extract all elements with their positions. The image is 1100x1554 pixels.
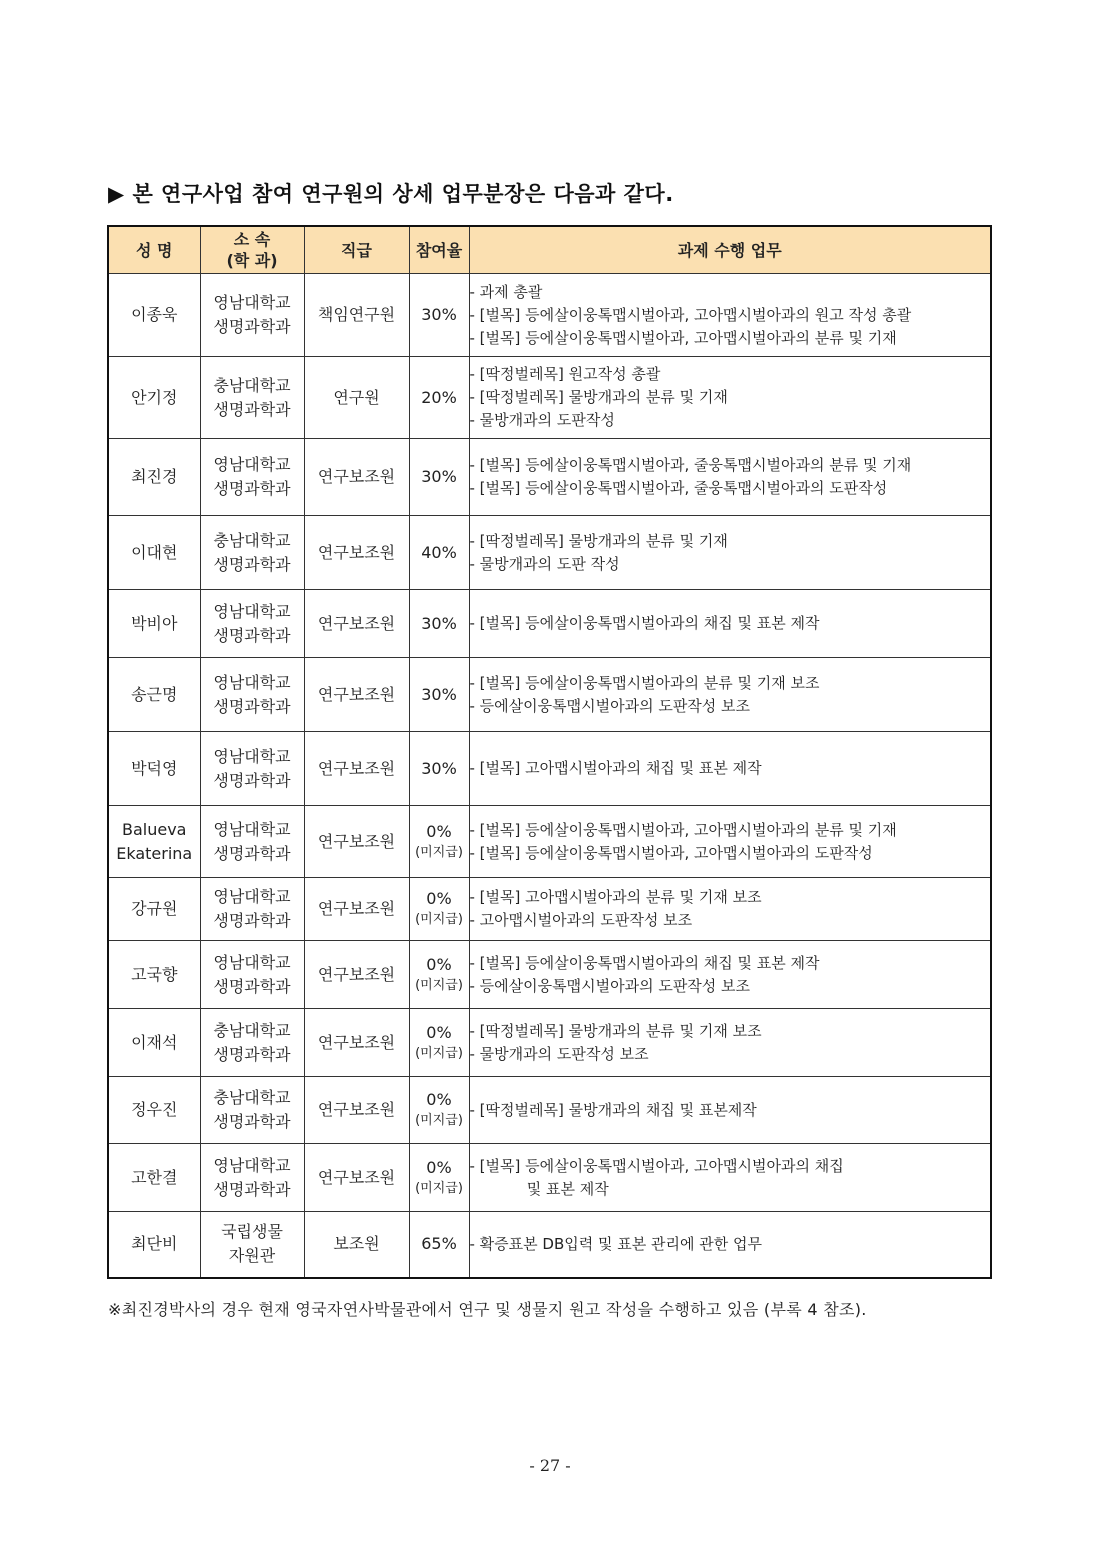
section-heading: ▶ 본 연구사업 참여 연구원의 상세 업무분장은 다음과 같다. — [108, 182, 674, 206]
name-line: 이종욱 — [131, 305, 178, 324]
position-text: 연구원 — [333, 387, 380, 407]
table-row — [108, 658, 991, 732]
cell-position — [304, 878, 409, 941]
task-line: - [벌목] 등에살이웅톡맵시벌아과의 채집 및 표본 제작 — [469, 953, 820, 972]
cell-dept — [200, 658, 304, 732]
task-line: - 등에살이웅톡맵시벌아과의 도판작성 보조 — [469, 976, 751, 995]
task-line: - 물방개과의 도판작성 보조 — [469, 1044, 649, 1063]
dept-line: 영남대학교 — [213, 819, 291, 839]
cell-rate — [409, 274, 469, 357]
duties-table — [107, 225, 992, 1279]
dept-line: 충남대학교 — [213, 1020, 291, 1040]
cell-position — [304, 1144, 409, 1212]
task-line: - 고아맵시벌아과의 도판작성 보조 — [469, 911, 693, 929]
cell-tasks — [469, 941, 991, 1009]
rate-value: 0% — [426, 1022, 452, 1042]
task-line: - [벌목] 등에살이웅톡맵시벌아과의 분류 및 기재 보조 — [469, 673, 820, 692]
rate-value: 30% — [421, 305, 457, 324]
name-line: 정우진 — [131, 1100, 178, 1119]
rate-note: (미지급) — [415, 1045, 463, 1061]
cell-tasks — [469, 1009, 991, 1077]
cell-position — [304, 806, 409, 878]
dept-line: 생명과학과 — [213, 625, 291, 645]
table-row — [108, 1077, 991, 1144]
cell-rate — [409, 439, 469, 516]
dept-line: 생명과학과 — [213, 479, 291, 498]
dept-line: 생명과학과 — [213, 399, 291, 419]
cell-position — [304, 658, 409, 732]
table-row — [108, 732, 991, 806]
cell-name — [108, 1077, 200, 1144]
name-line: 이대현 — [131, 542, 178, 562]
table-row — [108, 439, 991, 516]
name-line: 박비아 — [131, 613, 178, 633]
dept-line: 영남대학교 — [213, 455, 291, 474]
cell-rate — [409, 1077, 469, 1144]
dept-line: 영남대학교 — [213, 1155, 291, 1175]
dept-line: 생명과학과 — [213, 696, 291, 716]
cell-name — [108, 439, 200, 516]
cell-tasks — [469, 274, 991, 357]
dept-line: 영남대학교 — [213, 746, 291, 766]
rate-value: 0% — [426, 889, 452, 908]
cell-name — [108, 516, 200, 590]
dept-line: 자원관 — [228, 1246, 276, 1266]
dept-line: 생명과학과 — [213, 976, 291, 996]
header-dept-line1: 소 속 — [233, 230, 271, 249]
task-line: - [딱정벌레목] 물방개과의 분류 및 기재 — [469, 388, 728, 406]
position-text: 연구보조원 — [317, 899, 396, 918]
name-line: 고한결 — [131, 1167, 178, 1187]
footnote: ※최진경박사의 경우 현재 영국자연사박물관에서 연구 및 생물지 원고 작성을 수행하고 있음 (부록 4 참조). — [108, 1300, 867, 1319]
cell-name — [108, 806, 200, 878]
cell-tasks — [469, 1144, 991, 1212]
dept-line: 생명과학과 — [213, 1179, 291, 1199]
cell-tasks — [469, 658, 991, 732]
rate-value: 0% — [426, 1157, 452, 1177]
task-line: - 확증표본 DB입력 및 표본 관리에 관한 업무 — [469, 1234, 762, 1253]
cell-dept — [200, 1212, 304, 1278]
task-line: - 물방개과의 도판 작성 — [469, 554, 620, 573]
rate-value: 0% — [426, 1090, 452, 1109]
task-line: - [딱정벌레목] 물방개과의 채집 및 표본제작 — [469, 1100, 757, 1119]
name-line: Balueva — [122, 819, 187, 839]
cell-name — [108, 658, 200, 732]
dept-line: 충남대학교 — [213, 375, 291, 395]
dept-line: 영남대학교 — [213, 293, 291, 312]
table-row — [108, 1212, 991, 1278]
cell-rate — [409, 941, 469, 1009]
name-line: Ekaterina — [116, 843, 193, 863]
cell-tasks — [469, 806, 991, 878]
position-text: 연구보조원 — [317, 684, 396, 704]
position-text: 연구보조원 — [317, 467, 396, 486]
cell-dept — [200, 439, 304, 516]
name-line: 강규원 — [131, 899, 178, 918]
cell-name — [108, 878, 200, 941]
cell-dept — [200, 1009, 304, 1077]
header-rate: 참여율 — [409, 226, 469, 274]
name-line: 안기정 — [131, 387, 178, 407]
cell-position — [304, 590, 409, 658]
cell-name — [108, 1009, 200, 1077]
cell-dept — [200, 1144, 304, 1212]
position-text: 연구보조원 — [317, 964, 396, 984]
cell-tasks — [469, 878, 991, 941]
cell-position — [304, 1212, 409, 1278]
task-line: - [벌목] 등에살이웅톡맵시벌아과, 고아맵시벌아과의 채집 — [469, 1156, 844, 1175]
cell-dept — [200, 878, 304, 941]
name-line: 이재석 — [131, 1032, 178, 1052]
task-line: - [벌목] 고아맵시벌아과의 분류 및 기재 보조 — [469, 888, 762, 906]
cell-rate — [409, 1144, 469, 1212]
cell-tasks — [469, 732, 991, 806]
cell-dept — [200, 516, 304, 590]
task-line: - [벌목] 등에살이웅톡맵시벌아과, 줄웅톡맵시벌아과의 분류 및 기재 — [469, 456, 912, 474]
rate-note: (미지급) — [415, 844, 463, 860]
dept-line: 영남대학교 — [213, 952, 291, 972]
header-name: 성 명 — [108, 226, 200, 274]
rate-value: 65% — [421, 1234, 457, 1254]
cell-tasks — [469, 439, 991, 516]
table-row — [108, 516, 991, 590]
dept-line: 영남대학교 — [213, 672, 291, 692]
cell-tasks — [469, 590, 991, 658]
task-line: 및 표본 제작 — [469, 1179, 609, 1198]
rate-value: 30% — [421, 613, 457, 633]
table-row — [108, 878, 991, 941]
name-line: 고국향 — [131, 964, 178, 984]
position-text: 연구보조원 — [317, 831, 396, 851]
cell-position — [304, 941, 409, 1009]
position-text: 보조원 — [333, 1234, 380, 1254]
dept-line: 생명과학과 — [213, 770, 291, 790]
cell-rate — [409, 1212, 469, 1278]
rate-value: 30% — [421, 758, 457, 778]
task-line: - 등에살이웅톡맵시벌아과의 도판작성 보조 — [469, 696, 751, 715]
task-line: - [벌목] 등에살이웅톡맵시벌아과, 고아맵시벌아과의 도판작성 — [469, 843, 873, 862]
cell-dept — [200, 806, 304, 878]
cell-position — [304, 732, 409, 806]
rate-note: (미지급) — [415, 977, 463, 993]
rate-value: 0% — [426, 954, 452, 974]
name-line: 최단비 — [131, 1234, 178, 1254]
cell-position — [304, 1077, 409, 1144]
header-tasks: 과제 수행 업무 — [469, 226, 991, 274]
cell-name — [108, 732, 200, 806]
cell-rate — [409, 1009, 469, 1077]
position-text: 책임연구원 — [317, 305, 396, 324]
task-line: - [벌목] 고아맵시벌아과의 채집 및 표본 제작 — [469, 759, 762, 777]
cell-position — [304, 274, 409, 357]
position-text: 연구보조원 — [317, 758, 396, 778]
table-row — [108, 357, 991, 439]
dept-line: 국립생물 — [221, 1222, 283, 1242]
task-line: - [딱정벌레목] 물방개과의 분류 및 기재 — [469, 531, 728, 550]
cell-tasks — [469, 516, 991, 590]
table-row — [108, 941, 991, 1009]
rate-note: (미지급) — [415, 1180, 463, 1196]
cell-rate — [409, 732, 469, 806]
task-line: - 물방개과의 도판작성 — [469, 411, 615, 429]
name-line: 최진경 — [131, 467, 178, 486]
task-line: - [벌목] 등에살이웅톡맵시벌아과, 고아맵시벌아과의 분류 및 기재 — [469, 328, 897, 347]
rate-value: 30% — [421, 684, 457, 704]
task-line: - [벌목] 등에살이웅톡맵시벌아과, 고아맵시벌아과의 분류 및 기재 — [469, 820, 897, 839]
dept-line: 영남대학교 — [213, 601, 291, 621]
cell-dept — [200, 941, 304, 1009]
cell-name — [108, 1144, 200, 1212]
dept-line: 영남대학교 — [213, 887, 291, 906]
task-line: - [딱정벌레목] 원고작성 총괄 — [469, 365, 661, 383]
cell-rate — [409, 658, 469, 732]
position-text: 연구보조원 — [317, 1100, 396, 1119]
cell-rate — [409, 878, 469, 941]
table-row — [108, 274, 991, 357]
rate-value: 30% — [421, 467, 457, 486]
position-text: 연구보조원 — [317, 1032, 396, 1052]
table-row — [108, 806, 991, 878]
cell-position — [304, 357, 409, 439]
cell-position — [304, 439, 409, 516]
dept-line: 생명과학과 — [213, 317, 291, 336]
cell-position — [304, 1009, 409, 1077]
cell-dept — [200, 357, 304, 439]
page-number: - 27 - — [529, 1456, 571, 1475]
cell-rate — [409, 357, 469, 439]
cell-dept — [200, 590, 304, 658]
cell-rate — [409, 806, 469, 878]
cell-rate — [409, 590, 469, 658]
dept-line: 생명과학과 — [213, 1044, 291, 1064]
dept-line: 충남대학교 — [213, 1088, 291, 1107]
task-line: - [벌목] 등에살이웅톡맵시벌아과, 고아맵시벌아과의 원고 작성 총괄 — [469, 305, 912, 324]
name-line: 송근명 — [131, 684, 178, 704]
header-position: 직급 — [304, 226, 409, 274]
cell-tasks — [469, 1212, 991, 1278]
dept-line: 생명과학과 — [213, 843, 291, 863]
cell-position — [304, 516, 409, 590]
cell-name — [108, 590, 200, 658]
dept-line: 생명과학과 — [213, 911, 291, 930]
name-line: 박덕영 — [131, 758, 178, 778]
cell-dept — [200, 732, 304, 806]
table-header-row — [108, 226, 991, 274]
table-row — [108, 1009, 991, 1077]
task-line: - [딱정벌레목] 물방개과의 분류 및 기재 보조 — [469, 1021, 762, 1040]
table-row — [108, 1144, 991, 1212]
rate-note: (미지급) — [415, 1113, 463, 1128]
task-line: - [벌목] 등에살이웅톡맵시벌아과의 채집 및 표본 제작 — [469, 614, 820, 632]
position-text: 연구보조원 — [317, 613, 396, 633]
header-dept-line2: (학 과) — [226, 251, 278, 270]
cell-dept — [200, 1077, 304, 1144]
cell-name — [108, 941, 200, 1009]
cell-name — [108, 1212, 200, 1278]
rate-value: 20% — [421, 387, 457, 407]
task-line: - 과제 총괄 — [469, 282, 543, 301]
table-row — [108, 590, 991, 658]
cell-tasks — [469, 357, 991, 439]
header-dept — [200, 226, 304, 274]
dept-line: 충남대학교 — [213, 530, 291, 550]
rate-note: (미지급) — [415, 912, 463, 927]
task-line: - [벌목] 등에살이웅톡맵시벌아과, 줄웅톡맵시벌아과의 도판작성 — [469, 479, 888, 497]
rate-value: 0% — [426, 821, 452, 841]
cell-tasks — [469, 1077, 991, 1144]
cell-dept — [200, 274, 304, 357]
position-text: 연구보조원 — [317, 542, 396, 562]
cell-name — [108, 274, 200, 357]
cell-name — [108, 357, 200, 439]
cell-rate — [409, 516, 469, 590]
dept-line: 생명과학과 — [213, 554, 291, 574]
dept-line: 생명과학과 — [213, 1112, 291, 1131]
rate-value: 40% — [421, 542, 457, 562]
position-text: 연구보조원 — [317, 1167, 396, 1187]
